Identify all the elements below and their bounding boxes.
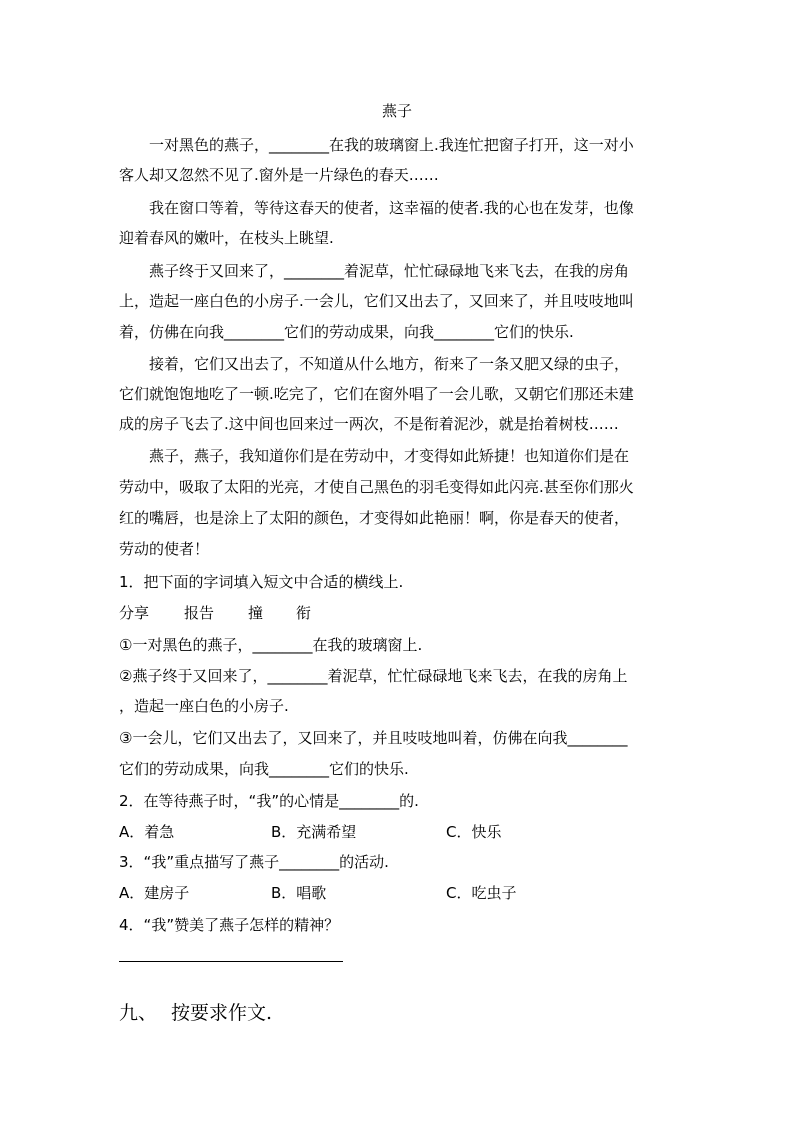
question-4-prompt: 4．“我”赞美了燕子怎样的精神？ <box>119 916 340 934</box>
passage-line: 接着，它们又出去了，不知道从什么地方，衔来了一条又肥又绿的虫子， <box>119 355 630 373</box>
passage-line: 成的房子飞去了.这中间也回来过一两次，不是衔着泥沙，就是抬着树枝…… <box>119 415 619 433</box>
answer-option-a: A．建房子 <box>119 884 190 902</box>
question-1-item: ②燕子终于又回来了，________着泥草，忙忙碌碌地飞来飞去，在我的房角上 <box>119 667 628 685</box>
question-1-item: ①一对黑色的燕子，________在我的玻璃窗上. <box>119 636 423 654</box>
passage-line: 上，造起一座白色的小房子.一会儿，它们又出去了，又回来了，并且吱吱地叫 <box>119 292 634 310</box>
passage-line: 我在窗口等着，等待这春天的使者，这幸福的使者.我的心也在发芽，也像 <box>119 199 634 217</box>
passage-line: 客人却又忽然不见了.窗外是一片绿色的春天…… <box>119 166 439 184</box>
word-option: 衔 <box>296 604 312 622</box>
passage-line: 劳动的使者！ <box>119 540 210 558</box>
answer-option-b: B．唱歌 <box>271 884 327 902</box>
passage-line: 燕子，燕子，我知道你们是在劳动中，才变得如此矫捷！也知道你们是在 <box>119 447 630 465</box>
answer-line <box>119 961 343 962</box>
answer-option-b: B．充满希望 <box>271 823 357 841</box>
question-2-prompt: 2．在等待燕子时，“我”的心情是________的. <box>119 792 419 810</box>
word-option: 报告 <box>184 604 215 622</box>
passage-line: 一对黑色的燕子，________在我的玻璃窗上.我连忙把窗子打开，这一对小 <box>119 136 634 154</box>
answer-option-a: A．着急 <box>119 823 175 841</box>
question-1-item: 它们的劳动成果，向我________它们的快乐. <box>119 760 409 778</box>
passage-line: 红的嘴唇，也是涂上了太阳的颜色，才变得如此艳丽！啊，你是春天的使者， <box>119 509 630 527</box>
question-1-item: ③一会儿，它们又出去了，又回来了，并且吱吱地叫着，仿佛在向我________ <box>119 729 628 747</box>
passage-line: 迎着春风的嫩叶，在枝头上眺望. <box>119 229 334 247</box>
answer-option-c: C．快乐 <box>446 823 502 841</box>
question-1-item: ，造起一座白色的小房子. <box>119 697 289 715</box>
passage-line: 着，仿佛在向我________它们的劳动成果，向我________它们的快乐. <box>119 323 574 341</box>
passage-line: 劳动中，吸取了太阳的光亮，才使自己黑色的羽毛变得如此闪亮.甚至你们那火 <box>119 478 634 496</box>
passage-line: 它们就饱饱地吃了一顿.吃完了，它们在窗外唱了一会儿歌，又朝它们那还未建 <box>119 385 634 403</box>
answer-option-c: C．吃虫子 <box>446 884 517 902</box>
section-label: 按要求作文. <box>171 1002 273 1024</box>
section-number: 九、 <box>119 1002 158 1024</box>
section-heading <box>119 998 272 1025</box>
question-3-prompt: 3．“我”重点描写了燕子________的活动. <box>119 853 389 871</box>
word-option: 撞 <box>248 604 264 622</box>
passage-line: 燕子终于又回来了，________着泥草，忙忙碌碌地飞来飞去，在我的房角 <box>119 262 630 280</box>
question-1-prompt: 1．把下面的字词填入短文中合适的横线上. <box>119 573 404 591</box>
passage-title: 燕子 <box>381 102 412 120</box>
word-option: 分享 <box>119 604 150 622</box>
